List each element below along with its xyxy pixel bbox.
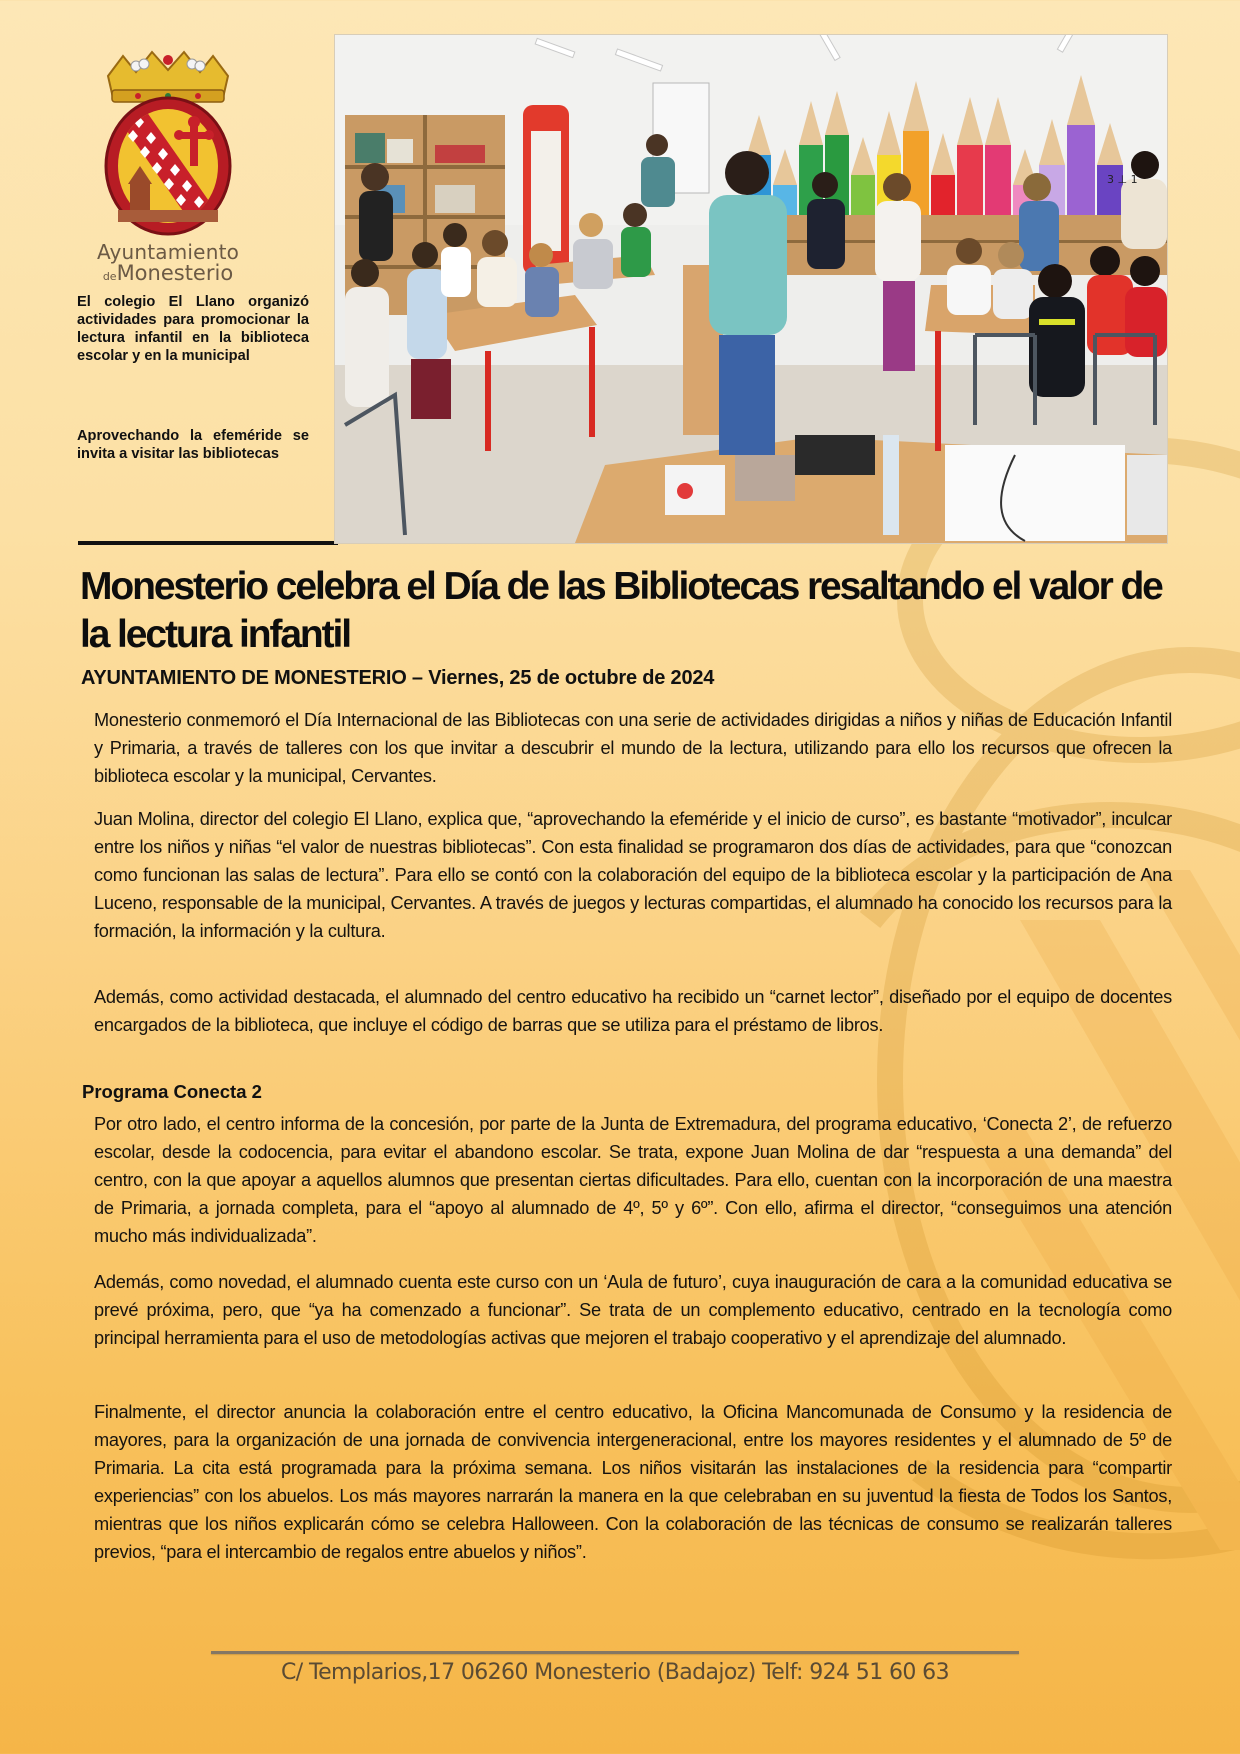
logo-text-de: de [102,270,117,283]
logo-text-ayuntamiento: Ayuntamiento [96,240,240,264]
municipal-logo [78,46,258,286]
footer-address: C/ Templarios,17 06260 Monesterio (Badajoz) Telf: 924 51 60 63 [281,1660,949,1685]
article-paragraph: Además, como actividad destacada, el alumnado del centro educativo ha recibido un “carnet lector”, diseñado por el equipo de docentes encargados de la biblioteca, que incluye el código de barras que se utiliza para el préstamo de libros. [94,987,1172,1035]
logo-text-monesterio [78,261,258,285]
article-paragraph: Juan Molina, director del colegio El Llano, explica que, “aprovechando la efeméride y el inicio de curso”, es bastante “motivador”, inculcar entre los niños y niñas “el valor de nuestras bibliotecas”. Con esta finalidad se programaron dos días de actividades, para que “conozcan como funcionan las salas de lectura”. Para ello se contó con la colaboración del equipo de la biblioteca escolar y la participación de Ana Luceno, responsable de la municipal, Cervantes. A través de juegos y lecturas compartidas, el alumnado ha conocido los recursos para la formación, la información y la cultura. [94,809,1172,941]
article-paragraph: Además, como novedad, el alumnado cuenta este curso con un ‘Aula de futuro’, cuya inauguración de cara a la comunidad educativa se prevé próxima, pero, que “ya ha comenzado a funcionar”. Se trata de un complemento educativo, centrado en la tecnología como principal herramienta para el uso de metodologías activas que mejoren el trabajo cooperativo y el aprendizaje del alumnado. [94,1272,1172,1348]
article-paragraph: Finalmente, el director anuncia la colaboración entre el centro educativo, la Oficina Mancomunada de Consumo y la residencia de mayores, para la organización de una jornada de convivencia intergeneracional, entre los mayores residentes y el alumnado de 5º de Primaria. La cita está programada para la próxima semana. Los niños visitarán las instalaciones de la residencia para “compartir experiencias” con los abuelos. Los más mayores narrarán la manera en la que celebraban en su juventud la fiesta de Todos los Santos, mientras que los niños explicarán cómo se celebra Halloween. Con la colaboración de las técnicas de consumo se realizarán talleres previos, “para el intercambio de regalos entre abuelos y niños”. [94,1402,1172,1562]
wall-sign-text: 3 ⊥ 1 [1107,173,1138,186]
divider-rule [78,541,338,545]
article-paragraph: Por otro lado, el centro informa de la concesión, por parte de la Junta de Extremadura, del programa educativo, ‘Conecta 2’, de refuerzo escolar, desde la codocencia, para evitar el abandono escolar. Se trata, expone Juan Molina de dar “respuesta a una demanda” del centro, con la que apoyar a aquellos alumnos que presentan ciertas dificultades. Para ello, cuentan con la incorporación de una maestra de Primaria, a jornada completa, para el “apoyo al alumnado de 4º, 5º y 6º”. Con ello, afirma el director, “conseguimos una atención mucho más individualizada”. [94,1114,1172,1246]
classroom-library-photo [335,35,1167,543]
article-byline: AYUNTAMIENTO DE MONESTERIO – Viernes, 25 de octubre de 2024 [81,667,715,689]
section-subheading: Programa Conecta 2 [82,1081,262,1102]
article-headline: Monesterio celebra el Día de las Bibliotecas resaltando el valor de la lectura infantil [80,565,1162,656]
article-photo [334,34,1168,544]
summary-text-1: El colegio El Llano organizó actividades para promocionar la lectura infantil en la biblioteca escolar y en la municipal [77,294,309,364]
summary-text-2: Aprovechando la efeméride se invita a visitar las bibliotecas [77,428,309,462]
logo-text-name: Monesterio [116,261,234,285]
article-paragraph: Monesterio conmemoró el Día Internacional de las Bibliotecas con una serie de actividades dirigidas a niños y niñas de Educación Infantil y Primaria, a través de talleres con los que invitar a descubrir el mundo de la lectura, utilizando para ello los recursos que ofrecen la biblioteca escolar y la municipal, Cervantes. [94,710,1172,786]
footer-divider [211,1651,1019,1654]
coat-of-arms-icon [78,46,258,238]
